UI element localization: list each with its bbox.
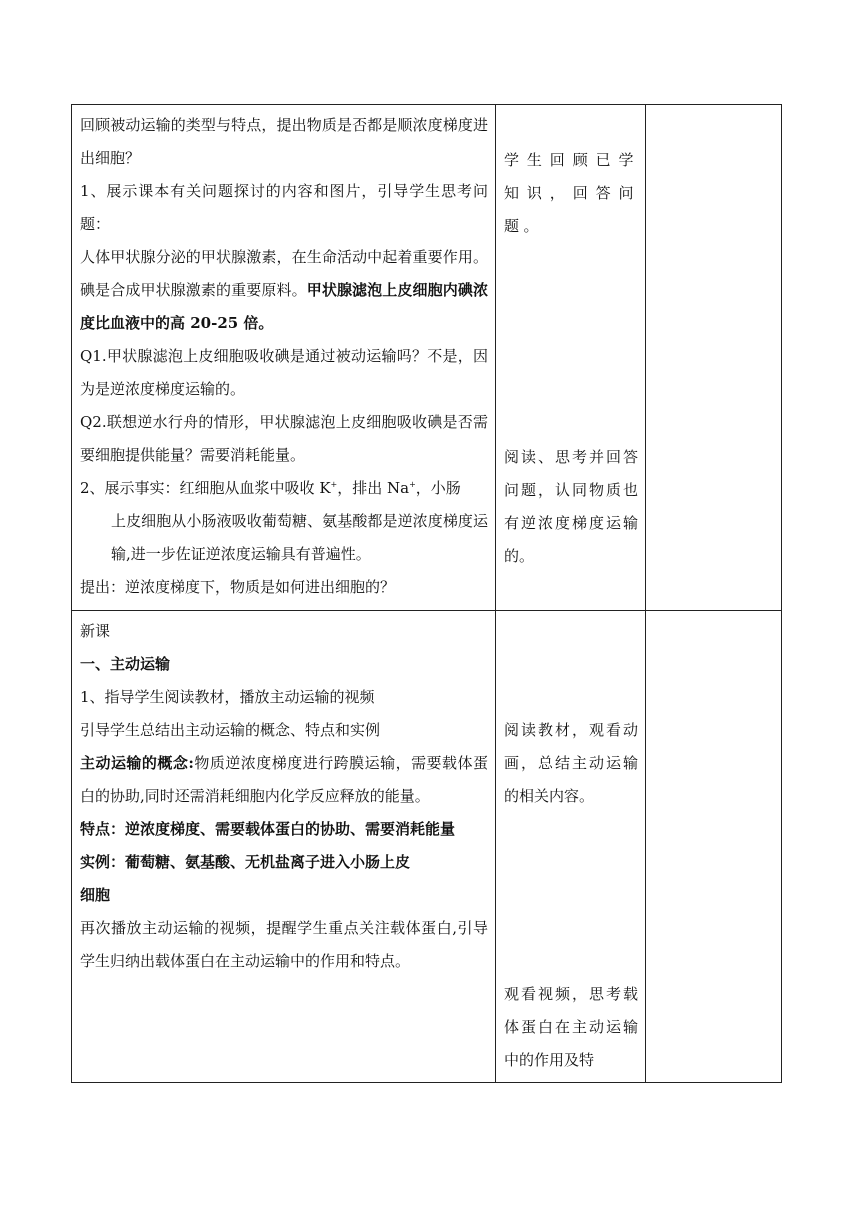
features-text: 特点：逆浓度梯度、需要载体蛋白的协助、需要消耗能量 xyxy=(80,820,456,838)
notes-cell xyxy=(646,105,782,611)
text-paragraph: 提出：逆浓度梯度下，物质是如何进出细胞的？ xyxy=(80,578,396,596)
student-text: 学生回顾已学知识，回答问题。 xyxy=(504,151,638,235)
text-paragraph: 1、展示课本有关问题探讨的内容和图片，引导学生思考问题： xyxy=(80,182,488,233)
student-activity-cell xyxy=(496,611,646,1083)
text-paragraph-indented: 上皮细胞从小肠液吸收葡萄糖、氨基酸都是逆浓度梯度运输,进一步佐证逆浓度运输具有普遍性。 xyxy=(111,512,488,563)
student-text: 阅读教材，观看动画，总结主动运输的相关内容。 xyxy=(504,721,638,805)
student-text: 观看视频，思考载体蛋白在主动运输中的作用及特 xyxy=(504,985,638,1069)
section-heading: 一、主动运输 xyxy=(80,655,171,673)
bold-text: 甲状腺滤泡上皮细胞内碘浓度比血液中的高 20-25 倍。 xyxy=(80,281,488,332)
examples-text: 实例：葡萄糖、氨基酸、无机盐离子进入小肠上皮 xyxy=(80,853,411,871)
student-text: 阅读、思考并回答问题，认同物质也有逆浓度梯度运输的。 xyxy=(504,448,638,565)
teacher-activity-cell xyxy=(72,105,496,611)
table-row xyxy=(72,105,782,611)
lesson-plan-table xyxy=(71,104,782,1083)
student-activity-cell xyxy=(496,105,646,611)
notes-cell xyxy=(646,611,782,1083)
text-paragraph: 回顾被动运输的类型与特点，提出物质是否都是顺浓度梯度进出细胞？ xyxy=(80,116,488,167)
text-paragraph: 2、展示事实：红细胞从血浆中吸收 K+，排出 Na+，小肠 xyxy=(80,479,461,497)
text-paragraph: 再次播放主动运输的视频，提醒学生重点关注载体蛋白,引导学生归纳出载体蛋白在主动运输中的作用和特点。 xyxy=(80,919,488,970)
text-paragraph: 人体甲状腺分泌的甲状腺激素，在生命活动中起着重要作用。碘是合成甲状腺激素的重要原料。甲状腺滤泡上皮细胞内碘浓度比血液中的高 20-25 倍。 xyxy=(80,248,488,332)
text-paragraph: 引导学生总结出主动运输的概念、特点和实例 xyxy=(80,721,381,739)
examples-text: 细胞 xyxy=(80,886,111,904)
question-q2: Q2.联想逆水行舟的情形，甲状腺滤泡上皮细胞吸收碘是否需要细胞提供能量？需要消耗能量。 xyxy=(80,413,488,464)
text-paragraph: 新课 xyxy=(80,622,111,640)
text-paragraph: 主动运输的概念:物质逆浓度梯度进行跨膜运输，需要载体蛋白的协助,同时还需消耗细胞内化学反应释放的能量。 xyxy=(80,754,488,805)
table-row xyxy=(72,611,782,1083)
teacher-activity-cell xyxy=(72,611,496,1083)
bold-text: 主动运输的概念: xyxy=(80,754,194,772)
text-paragraph: 1、指导学生阅读教材，播放主动运输的视频 xyxy=(80,688,375,706)
question-q1: Q1.甲状腺滤泡上皮细胞吸收碘是通过被动运输吗？不是，因为是逆浓度梯度运输的。 xyxy=(80,347,488,398)
